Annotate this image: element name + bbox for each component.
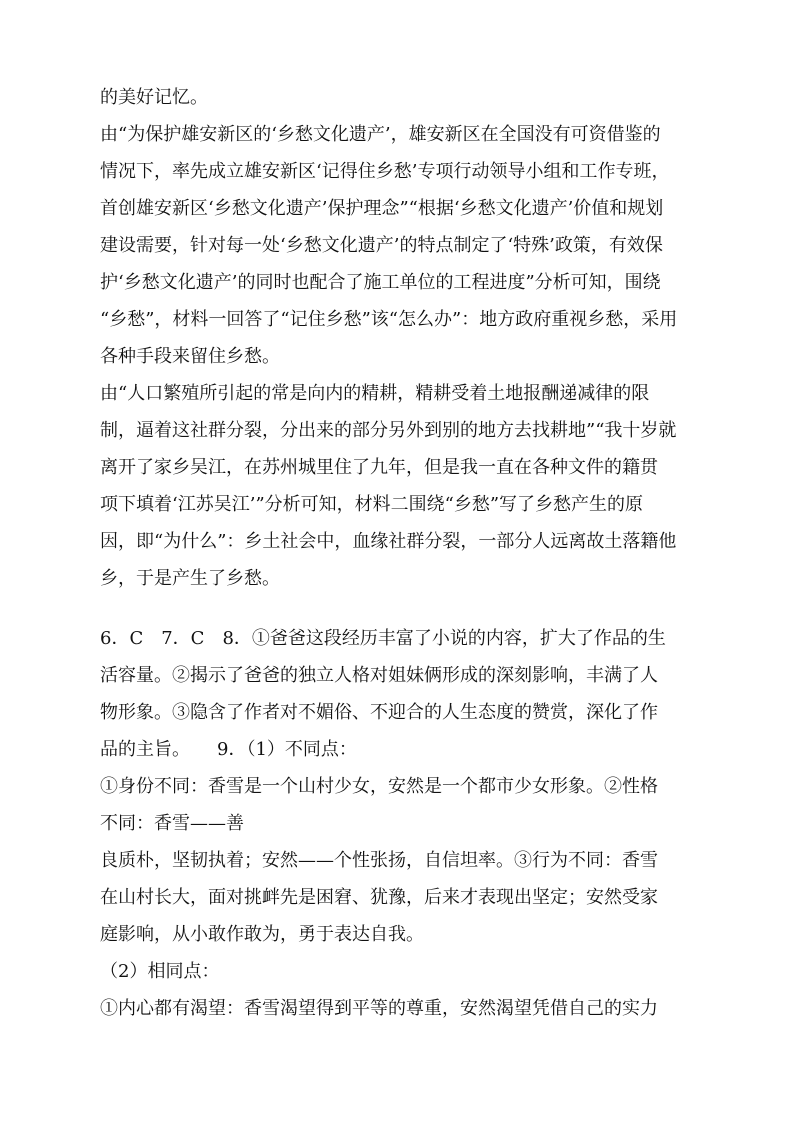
text-line: 建设需要，针对每一处‘乡愁文化遗产’的特点制定了‘特殊’政策，有效保: [100, 235, 663, 256]
text-line: 护‘乡愁文化遗产’的同时也配合了施工单位的工程进度”分析可知，围绕: [100, 272, 661, 293]
text-line: “乡愁”，材料一回答了“记住乡愁”该“怎么办”：地方政府重视乡愁，采用: [100, 309, 678, 330]
text-line: 庭影响，从小敢作敢为，勇于表达自我。: [100, 924, 424, 945]
text-line: 良质朴，坚韧执着；安然——个性张扬，自信坦率。③行为不同：香雪: [100, 850, 658, 871]
text-line: 物形象。③隐含了作者对不媚俗、不迎合的人生态度的赞赏，深化了作: [100, 702, 658, 723]
text-line: 品的主旨。 9．（1）不同点：: [100, 739, 357, 760]
text-line: ①内心都有渴望：香雪渴望得到平等的尊重，安然渴望凭借自己的实力: [100, 998, 658, 1019]
text-line: 活容量。②揭示了爸爸的独立人格对姐妹俩形成的深刻影响，丰满了人: [100, 665, 658, 686]
text-line: 项下填着‘江苏吴江’”分析可知，材料二围绕“乡愁”写了乡愁产生的原: [100, 494, 644, 515]
text-line: 因，即“为什么”：乡土社会中，血缘社群分裂，一部分人远离故土落籍他: [100, 531, 677, 552]
text-line: （2）相同点：: [100, 961, 220, 982]
text-line: 乡，于是产生了乡愁。: [100, 568, 280, 589]
text-line: 在山村长大，面对挑衅先是困窘、犹豫，后来才表现出坚定；安然受家: [100, 887, 658, 908]
text-line: 的美好记忆。: [100, 87, 208, 108]
text-line: 不同：香雪——善: [100, 813, 244, 834]
text-line: 6．C 7．C 8．①爸爸这段经历丰富了小说的内容，扩大了作品的生: [100, 628, 666, 649]
text-line: 首创雄安新区‘乡愁文化遗产’保护理念”“根据‘乡愁文化遗产’价值和规划: [100, 198, 664, 219]
text-line: 各种手段来留住乡愁。: [100, 346, 280, 367]
text-line: 由“人口繁殖所引起的常是向内的精耕，精耕受着土地报酬递减律的限: [100, 383, 650, 404]
text-line: 离开了家乡吴江，在苏州城里住了九年，但是我一直在各种文件的籍贯: [100, 457, 658, 478]
text-line: 由“为保护雄安新区的‘乡愁文化遗产’，雄安新区在全国没有可资借鉴的: [100, 124, 661, 145]
text-line: ①身份不同：香雪是一个山村少女，安然是一个都市少女形象。②性格: [100, 776, 658, 797]
text-line: 制，逼着这社群分裂，分出来的部分另外到别的地方去找耕地”“我十岁就: [100, 420, 677, 441]
text-line: 情况下，率先成立雄安新区‘记得住乡愁’专项行动领导小组和工作专班，: [100, 161, 670, 182]
